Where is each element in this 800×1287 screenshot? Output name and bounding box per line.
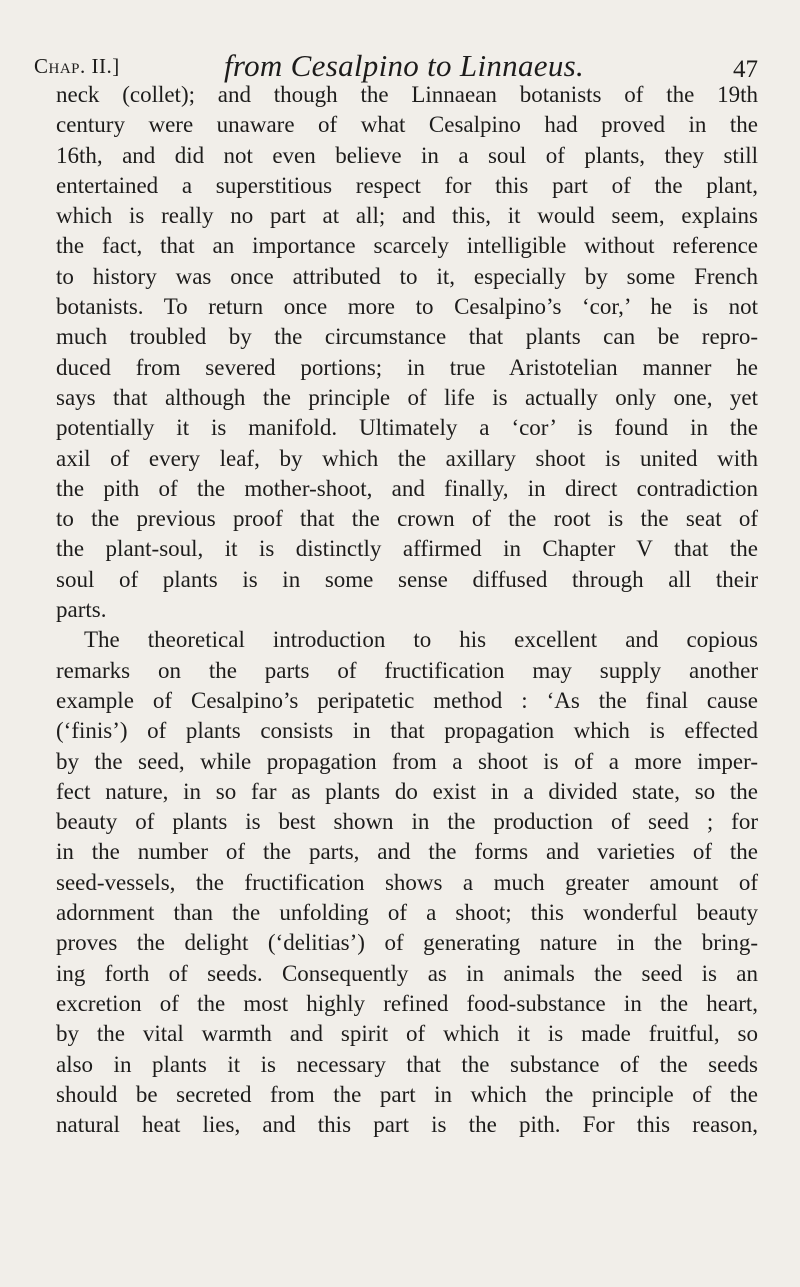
paragraph (56, 625, 758, 1140)
text-line: entertained a superstitious respect for this part of the plant, (56, 172, 758, 198)
text-line: soul of plants is in some sense diffused through all their (56, 566, 758, 592)
text-line: the plant-soul, it is distinctly affirmed in Chapter V that the (56, 536, 758, 562)
paragraph (56, 80, 758, 625)
text-line: natural heat lies, and this part is the pith. For this reason, (56, 1112, 758, 1138)
text-line: remarks on the parts of fructification may supply another (56, 657, 758, 683)
text-line: neck (collet); and though the Linnaean botanists of the 19th (56, 82, 758, 107)
text-line: century were unaware of what Cesalpino had proved in the (56, 112, 758, 138)
chapter-reference: Chap. II.] (34, 54, 120, 78)
text-line: should be secreted from the part in which the principle of the (56, 1081, 758, 1107)
text-line: adornment than the unfolding of a shoot; this wonderful beauty (56, 900, 758, 926)
text-line: example of Cesalpino’s peripatetic method : ‘As the final cause (56, 687, 758, 713)
text-line: 16th, and did not even believe in a soul of plants, they still (56, 142, 758, 168)
text-line: in the number of the parts, and the forms and varieties of the (56, 839, 758, 865)
text-line: ing forth of seeds. Consequently as in animals the seed is an (56, 960, 758, 986)
text-line: says that although the principle of life is actually only one, yet (56, 384, 758, 410)
text-line: which is really no part at all; and this, it would seem, explains (56, 203, 758, 229)
text-line: potentially it is manifold. Ultimately a ‘cor’ is found in the (56, 415, 758, 441)
text-line: also in plants it is necessary that the substance of the seeds (56, 1051, 758, 1077)
running-title: from Cesalpino to Linnaeus. (224, 48, 585, 83)
body-text (56, 80, 758, 1140)
text-line: axil of every leaf, by which the axillary shoot is united with (56, 445, 758, 471)
text-line: fect nature, in so far as plants do exist in a divided state, so the (56, 778, 758, 804)
text-line: to history was once attributed to it, especially by some French (56, 263, 758, 289)
text-line: parts. (56, 597, 107, 623)
text-line: The theoretical introduction to his excellent and copious (84, 627, 758, 653)
text-line: by the vital warmth and spirit of which it is made fruitful, so (56, 1021, 758, 1047)
text-line: proves the delight (‘delitias’) of generating nature in the bring- (56, 930, 758, 956)
text-line: beauty of plants is best shown in the production of seed ; for (56, 809, 758, 835)
text-line: (‘finis’) of plants consists in that propagation which is effected (56, 718, 758, 744)
text-line: much troubled by the circumstance that plants can be repro- (56, 324, 758, 350)
text-line: to the previous proof that the crown of the root is the seat of (56, 506, 758, 532)
text-line: excretion of the most highly refined food-substance in the heart, (56, 990, 758, 1016)
text-line: the fact, that an importance scarcely intelligible without reference (56, 233, 758, 259)
text-line: seed-vessels, the fructification shows a much greater amount of (56, 869, 758, 895)
text-line: the pith of the mother-shoot, and finally, in direct contradiction (56, 475, 758, 501)
text-line: duced from severed portions; in true Aristotelian manner he (56, 354, 758, 380)
page-number: 47 (733, 56, 758, 83)
text-line: by the seed, while propagation from a shoot is of a more imper- (56, 748, 758, 774)
text-line: botanists. To return once more to Cesalpino’s ‘cor,’ he is not (56, 294, 758, 320)
